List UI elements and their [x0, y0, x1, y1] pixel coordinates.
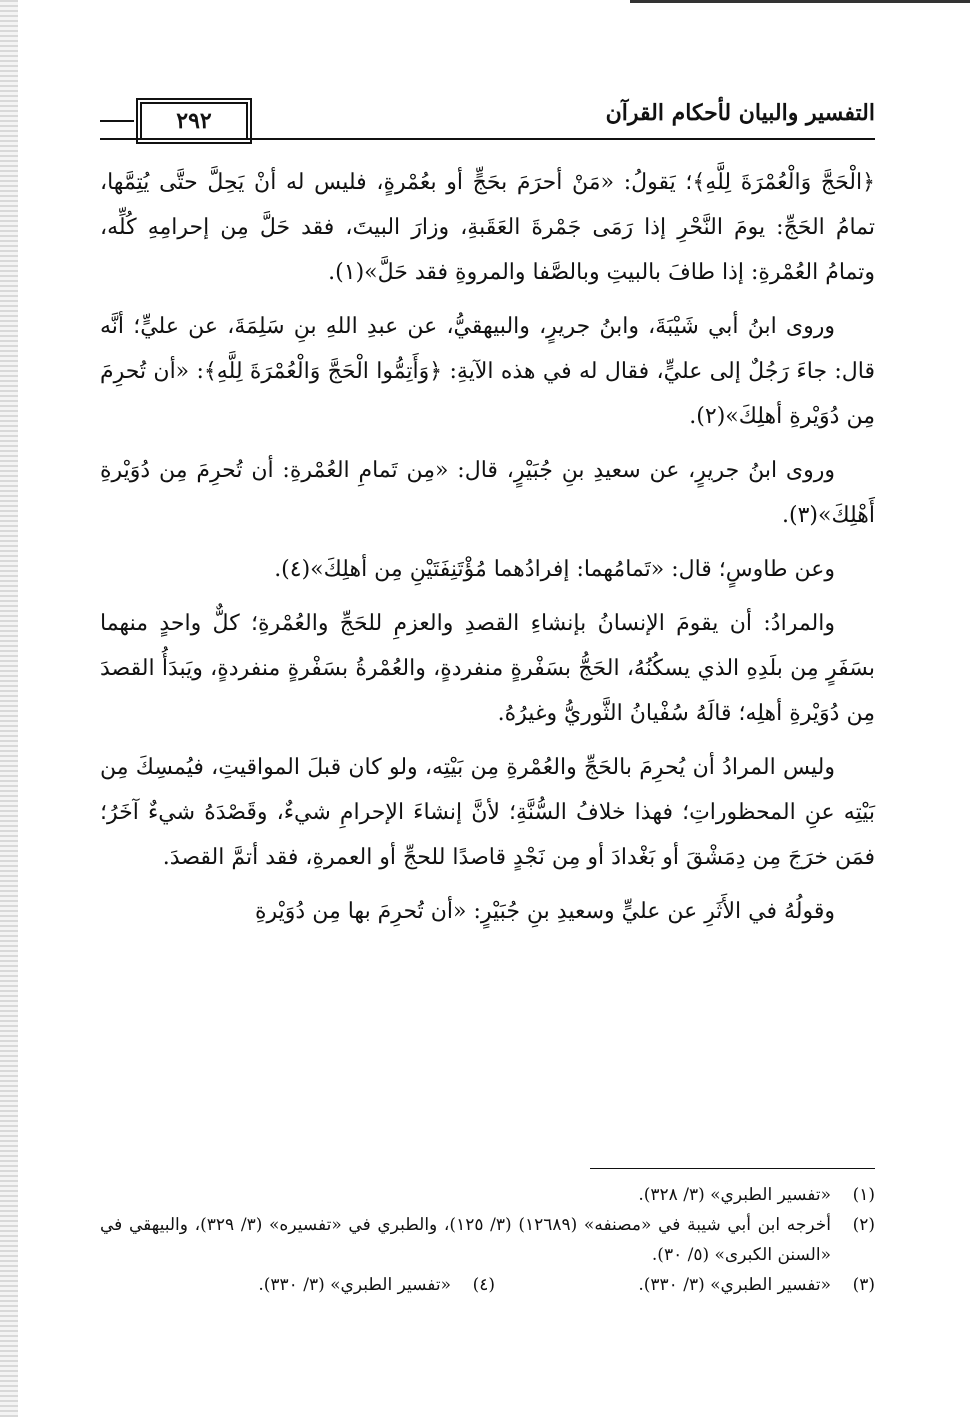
header-rule — [100, 138, 875, 140]
paragraph: وعن طاوسٍ؛ قال: «تَمامُهما: إفرادُهما مُؤْتَنِفَتَيْنِ مِن أهلِكَ»(٤). — [274, 557, 835, 582]
footnote-text: أخرجه ابن أبي شيبة في «مصنفه» (١٢٦٨٩) (٣/ ١٢٥)، والطبري في «تفسيره» (٣/ ٣٢٩)، والبيهقي في «السنن الكبرى» (٥/ ٣٠). — [100, 1215, 831, 1265]
top-rule — [630, 0, 970, 3]
paragraph: وروى ابنُ جريرٍ، عن سعيدِ بنِ جُبَيْرٍ، قال: «مِن تَمامِ العُمْرةِ: أن تُحرِمَ مِن دُوَيْرةِ أَهْلِكَ»(٣). — [100, 458, 875, 528]
footnote-number: (١) — [852, 1185, 875, 1205]
footnote-number: (٤) — [472, 1275, 495, 1295]
footnote-number: (٢) — [852, 1215, 875, 1235]
paragraph: وقولُهُ في الأَثَرِ عن عليٍّ وسعيدِ بنِ جُبَيْرٍ: «أن تُحرِمَ بها مِن دُوَيْرةِ — [255, 899, 835, 924]
footnote-text: «تفسير الطبري» (٣/ ٣٣٠). — [638, 1275, 831, 1295]
footnote-number: (٣) — [852, 1275, 875, 1295]
footnote-text: «تفسير الطبري» (٣/ ٣٢٨). — [638, 1185, 831, 1205]
footnote-row — [100, 1270, 875, 1300]
main-text — [100, 160, 875, 943]
paragraph: وروى ابنُ أبي شَيْبَةَ، وابنُ جريرٍ، والبيهقيُّ، عن عبدِ اللهِ بنِ سَلِمَةَ، عن عليٍّ؛ أنَّه قال: جاءَ رَجُلٌ إلى عليٍّ، فقال له في هذه الآيةِ: ﴿وَأَتِمُّوا الْحَجَّ وَالْعُمْرَةَ لِلَّهِ﴾: «أن تُحرِمَ مِن دُوَيْرةِ أهلِكَ»(٢). — [100, 314, 875, 429]
footnote — [100, 1180, 875, 1210]
page-header — [100, 100, 875, 150]
paragraph: والمرادُ: أن يقومَ الإنسانُ بإنشاءِ القصدِ والعزمِ للحَجِّ والعُمْرةِ؛ كلٌّ واحدٍ منهما بسَفَرٍ مِن بلَدِهِ الذي يسكُنُهُ، الحَجُّ بسَفْرةٍ منفردةٍ، والعُمْرةُ بسَفْرةٍ منفردةٍ، ويَبدَأُ القصدَ مِن دُوَيْرةِ أهلِه؛ قالَهُ سُفْيانُ الثَّوريُّ وغيرُهُ. — [100, 611, 875, 726]
footnote-separator — [590, 1168, 875, 1169]
paragraph: ﴿الْحَجَّ وَالْعُمْرَةَ لِلَّهِ﴾؛ يَقولُ: «مَنْ أحرَمَ بحَجٍّ أو بعُمْرةٍ، فليس له أنْ يَحِلَّ حتَّى يُتِمَّها، تمامُ الحَجِّ: يومَ النَّحْرِ إذا رَمَى جَمْرةَ العَقَبةِ، وزارَ البيتَ، فقد حَلَّ مِن إحرامِهِ كُلِّه، وتمامُ العُمْرةِ: إذا طافَ بالبيتِ وبالصَّفا والمروةِ فقد حَلَّ»(١). — [100, 170, 875, 285]
page-number: ٢٩٢ — [140, 102, 248, 140]
footnotes — [100, 1180, 875, 1300]
scan-edge — [0, 0, 18, 1417]
running-title: التفسير والبيان لأحكام القرآن — [605, 100, 875, 126]
footnote — [115, 1270, 495, 1300]
footnote-text: «تفسير الطبري» (٣/ ٣٣٠). — [258, 1275, 451, 1295]
footnote — [495, 1270, 875, 1300]
paragraph: وليس المرادُ أن يُحرِمَ بالحَجِّ والعُمْرةِ مِن بَيْتِه، ولو كان قبلَ المواقيتِ، فيُمسِكَ مِن بَيْتِه عنِ المحظوراتِ؛ فهذا خلافُ السُّنَّةِ؛ لأنَّ إنشاءَ الإحرامِ شيءٌ، وقَصْدَهُ شيءٌ آخَرُ؛ فمَن خرَجَ مِن دِمَشْقَ أو بَغْدادَ أو مِن نَجْدٍ قاصدًا للحجِّ أو العمرةِ، فقد أتمَّ القصدَ. — [100, 755, 875, 870]
footnote — [100, 1210, 875, 1270]
header-left-rule — [100, 120, 134, 122]
